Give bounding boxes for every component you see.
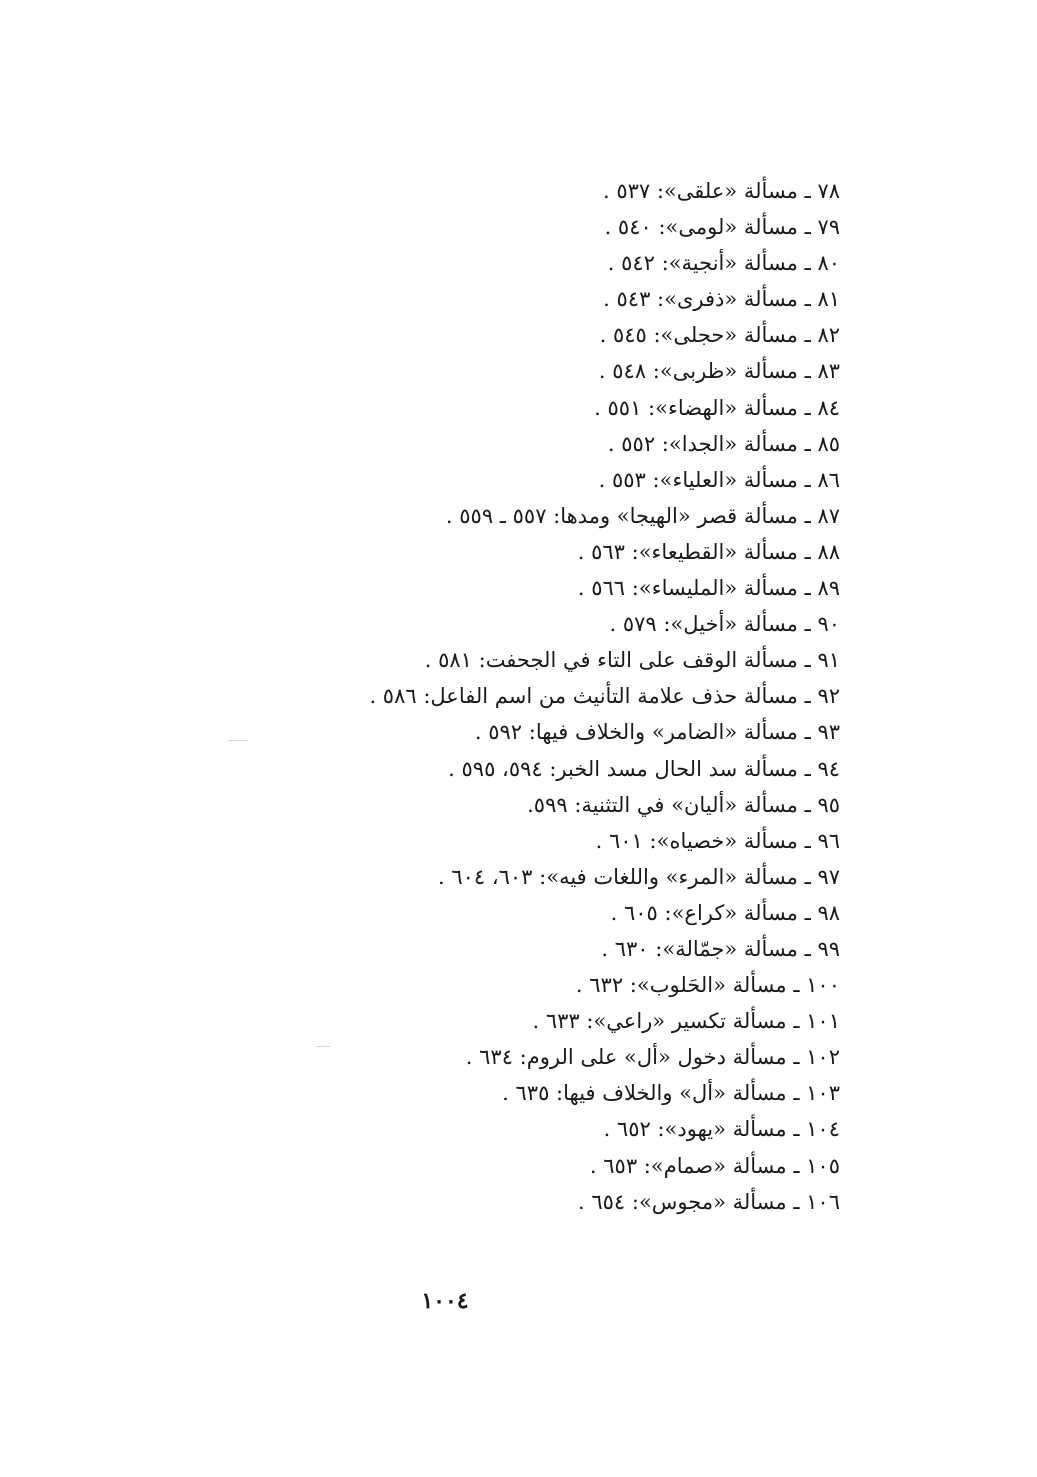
index-list [120, 173, 840, 1220]
index-entry-92: ٩٢ ـ مسألة حذف علامة التأنيث من اسم الفاعل: ٥٨٦ . [369, 684, 840, 709]
index-entry-102: ١٠٢ ـ مسألة دخول «أل» على الروم: ٦٣٤ . [465, 1045, 840, 1070]
index-entry-89: ٨٩ ـ مسألة «المليساء»: ٥٦٦ . [577, 576, 840, 601]
index-entry-103: ١٠٣ ـ مسألة «أل» والخلاف فيها: ٦٣٥ . [502, 1081, 840, 1106]
index-entry-86: ٨٦ ـ مسألة «العلياء»: ٥٥٣ . [598, 467, 840, 492]
index-entry-98: ٩٨ ـ مسألة «كراع»: ٦٠٥ . [610, 900, 840, 925]
index-entry-95: ٩٥ ـ مسألة «أليان» في التثنية: ٥٩٩. [527, 792, 840, 817]
index-entry-101: ١٠١ ـ مسألة تكسير «راعي»: ٦٣٣ . [532, 1009, 840, 1034]
index-entry-99: ٩٩ ـ مسألة «جمّالة»: ٦٣٠ . [601, 936, 840, 961]
index-entry-88: ٨٨ ـ مسألة «القطيعاء»: ٥٦٣ . [577, 539, 840, 564]
index-entry-83: ٨٣ ـ مسألة «ظربى»: ٥٤٨ . [598, 359, 840, 384]
index-entry-85: ٨٥ ـ مسألة «الجدا»: ٥٥٢ . [607, 431, 840, 456]
scan-artifact-line [316, 1046, 330, 1047]
index-entry-84: ٨٤ ـ مسألة «الهضاء»: ٥٥١ . [594, 395, 840, 420]
index-entry-87: ٨٧ ـ مسألة قصر «الهيجا» ومدها: ٥٥٧ ـ ٥٥٩ . [445, 503, 840, 528]
index-entry-78: ٧٨ ـ مسألة «علقى»: ٥٣٧ . [602, 179, 840, 203]
index-entry-96: ٩٦ ـ مسألة «خصياه»: ٦٠١ . [595, 828, 840, 853]
index-entry-79: ٧٩ ـ مسألة «لومى»: ٥٤٠ . [604, 215, 840, 240]
index-entry-93: ٩٣ ـ مسألة «الضامر» والخلاف فيها: ٥٩٢ . [474, 720, 840, 745]
index-entry-91: ٩١ ـ مسألة الوقف على التاء في الجحفت: ٥٨١ . [424, 648, 840, 673]
index-entry-105: ١٠٥ ـ مسألة «صمام»: ٦٥٣ . [589, 1153, 840, 1178]
index-entry-94: ٩٤ ـ مسألة سد الحال مسد الخبر: ٥٩٤، ٥٩٥ . [448, 756, 840, 781]
index-entry-100: ١٠٠ ـ مسألة «الحَلوب»: ٦٣٢ . [575, 973, 840, 998]
index-entry-104: ١٠٤ ـ مسألة «يهود»: ٦٥٢ . [603, 1117, 840, 1142]
index-entry-80: ٨٠ ـ مسألة «أنجية»: ٥٤٢ . [607, 251, 840, 276]
index-entry-97: ٩٧ ـ مسألة «المرء» واللغات فيه»: ٦٠٣، ٦٠٤ . [437, 864, 840, 889]
index-entry-106: ١٠٦ ـ مسألة «مجوس»: ٦٥٤ . [578, 1189, 840, 1214]
page-number: ١٠٠٤ [421, 1288, 469, 1314]
index-entry-90: ٩٠ ـ مسألة «أخيل»: ٥٧٩ . [609, 612, 840, 637]
index-entry-81: ٨١ ـ مسألة «ذفرى»: ٥٤٣ . [603, 287, 840, 312]
index-entry-82: ٨٢ ـ مسألة «حجلى»: ٥٤٥ . [599, 323, 840, 348]
scan-artifact-line [228, 740, 248, 741]
